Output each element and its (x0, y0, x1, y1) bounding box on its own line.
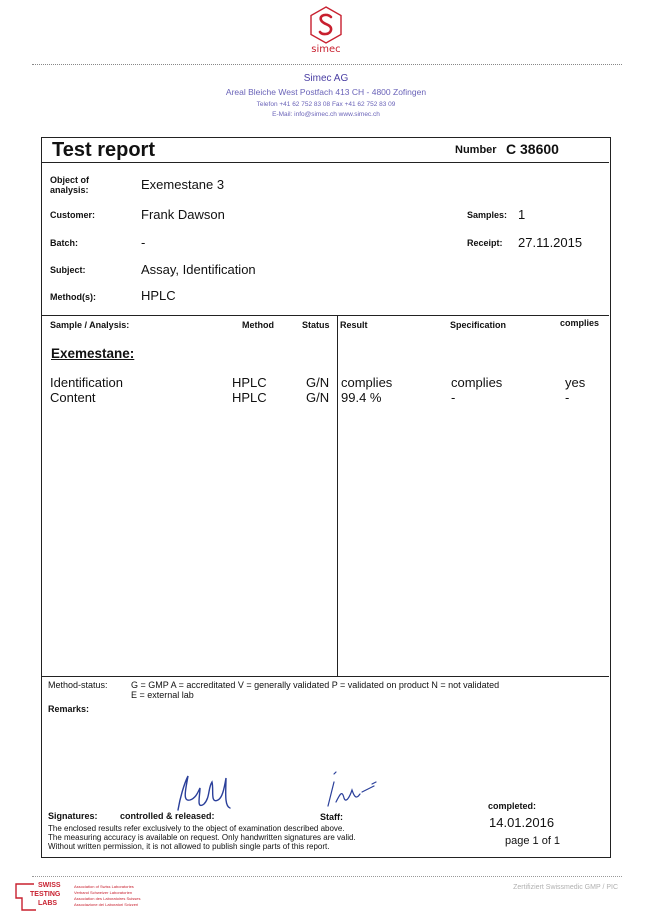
staff-label: Staff: (320, 812, 343, 822)
row-complies: - (565, 390, 570, 405)
col-specification: Specification (450, 320, 507, 330)
stl-sub: Association des Laboratoires Suisses (74, 896, 141, 901)
title-divider (42, 162, 609, 163)
company-name: Simec AG (303, 73, 349, 84)
report-title: Test report (52, 139, 155, 161)
samples-value: 1 (518, 207, 526, 222)
stl-sub: Association of Swiss Laboratories (74, 884, 134, 889)
company-phone-fax: Telefon +41 62 752 83 08 Fax +41 62 752 83 09 (256, 101, 396, 108)
company-address: Areal Bleiche West Postfach 413 CH - 4800 Zofingen (225, 87, 427, 97)
receipt-label: Receipt: (467, 238, 503, 248)
col-complies: complies (560, 318, 600, 328)
footer-divider (32, 876, 622, 877)
signatures-label: Signatures: (48, 811, 98, 821)
section-title: Exemestane: (51, 346, 135, 361)
samples-label: Samples: (467, 210, 508, 220)
row-analysis: Identification (50, 375, 123, 390)
table-bottom-divider (42, 676, 609, 677)
row-result: 99.4 % (341, 390, 382, 405)
object-label: Object of analysis: (50, 175, 90, 195)
stl-line: TESTING (30, 891, 61, 898)
batch-label: Batch: (50, 238, 79, 248)
row-status: G/N (306, 390, 330, 405)
company-email-web: E-Mail: info@simec.ch www.simec.ch (272, 111, 380, 118)
completed-label: completed: (488, 801, 537, 811)
page-number: page 1 of 1 (505, 835, 561, 847)
certification-note: Zertifiziert Swissmedic GMP / PIC (513, 884, 618, 891)
row-specification: complies (451, 375, 503, 390)
header-divider (32, 64, 622, 65)
report-number: C 38600 (506, 141, 559, 157)
object-value: Exemestane 3 (141, 177, 225, 192)
subject-label: Subject: (50, 265, 86, 275)
status-result-divider (337, 315, 338, 676)
stl-line: SWISS (38, 882, 61, 889)
subject-value: Assay, Identification (141, 262, 256, 277)
remarks-label: Remarks: (48, 704, 90, 714)
staff-signature (322, 768, 382, 812)
method-status-legend-2: E = external lab (131, 690, 194, 700)
row-status: G/N (306, 375, 330, 390)
row-analysis: Content (50, 390, 96, 405)
batch-value: - (141, 235, 146, 250)
receipt-value: 27.11.2015 (518, 235, 583, 250)
simec-logo-icon (309, 6, 343, 44)
row-method: HPLC (232, 390, 267, 405)
stl-line: LABS (38, 900, 58, 907)
customer-value: Frank Dawson (141, 207, 225, 222)
controlled-released-label: controlled & released: (120, 811, 215, 821)
method-label: Method(s): (50, 292, 96, 302)
method-status-legend: G = GMP A = accreditated V = generally validated P = validated on product N = not validated (131, 680, 500, 690)
method-status-label: Method-status: (48, 680, 108, 690)
disclaimer-line: The enclosed results refer exclusively to the object of examination described above. (48, 824, 345, 833)
row-result: complies (341, 375, 393, 390)
brand-logo-text: simec (311, 44, 341, 55)
method-value: HPLC (141, 288, 176, 303)
col-method: Method (242, 320, 274, 330)
info-divider (42, 315, 609, 316)
row-specification: - (451, 390, 456, 405)
disclaimer-line: The measuring accuracy is available on request. Only handwritten signatures are valid. (48, 833, 356, 842)
col-sample-analysis: Sample / Analysis: (50, 320, 130, 330)
number-label: Number (455, 144, 497, 156)
stl-sub: Associazione dei Laboratori Svizzeri (74, 902, 139, 907)
row-method: HPLC (232, 375, 267, 390)
completed-date: 14.01.2016 (489, 815, 555, 830)
stl-sub: Verband Schweizer Laboratorien (74, 890, 133, 895)
customer-label: Customer: (50, 210, 96, 220)
col-result: Result (340, 320, 368, 330)
disclaimer-line: Without written permission, it is not allowed to publish single parts of this report. (48, 842, 330, 851)
col-status: Status (302, 320, 330, 330)
row-complies: yes (565, 375, 586, 390)
